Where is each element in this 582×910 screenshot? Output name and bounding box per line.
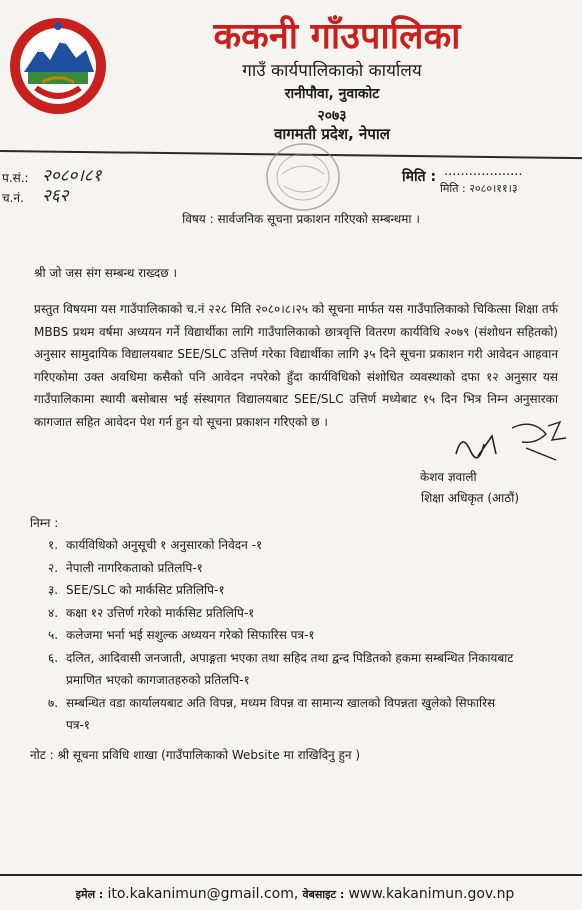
list-item-number: ६. [48,650,59,665]
established-year: २०७३ [317,108,347,124]
letter-body: प्रस्तुत विषयमा यस गाउँपालिकाको च.नं २२८ मिति २०८०।८।२५ को सूचना मार्फत यस गाउँपालिकाको चिकित्सा शिक्षा तर्फ MBBS प्रथम वर्षमा अध्ययन गर्ने विद्यार्थीका लागि गाउँपालिकाको छात्रवृत्ति वितरण कार्यविधि २०७९ (संशोधन सहितको) अनुसार सामुदायिक विद्यालयबाट SEE/SLC उत्तिर्ण गरेका विद्यार्थीका लागि ३५ दिने सूचना प्रकाशन गरी आवेदन आहवान गरिएकोमा उक्त अवधिमा कसैको पनि आवेदन नपरेको हुँदा कार्यविधिको संशोधित व्यवस्थाको दफा १२ अनुसार यस गाउँपालिकामा स्थायी बसोबास भई संस्थागत विद्यालयबाट SEE/SLC उत्तिर्ण मध्येबाट १५ दिन भित्र निम्न अनुसारका कागजात सहित आवेदन पेश गर्न हुन यो सूचना प्रकाशन गरिएको छ । [34,302,558,429]
note-line: नोट : श्री सूचना प्रविधि शाखा (गाउँपालिकाको Website मा राखिदिनु हुन ) [30,748,361,762]
website-label: वेबसाइट : [302,888,345,901]
list-item-number: १. [48,538,59,552]
reference-number-value: २०८०।८१ [42,166,102,186]
list-item-number: ५. [48,628,59,642]
date-stamp: मिति : २०८०।११।३ [440,182,518,195]
signatory-name: केशव ज्ञवाली [420,470,477,484]
office-stamp [262,138,344,216]
dispatch-number-value: २६२ [42,186,69,206]
date-blank: ................... [444,164,523,179]
list-item-text: कार्यविधिको अनुसूची १ अनुसारको निवेदन -१ [66,538,263,552]
salutation: श्री जो जस संग सम्बन्ध राख्दछ । [34,266,178,280]
email-link[interactable]: ito.kakanimun@gmail.com, [107,886,299,902]
signatory-title: शिक्षा अधिकृत (आठौं) [421,491,520,505]
list-item-text: कक्षा १२ उत्तिर्ण गरेको मार्कसिट प्रतिलिपि-१ [66,605,255,620]
email-label: इमेल : [75,888,104,901]
office-address: रानीपौवा, नुवाकोट [284,86,380,102]
reference-number-label: प.सं.: [2,171,29,185]
requirements-list [48,534,518,737]
list-item-number: ४. [48,605,59,620]
list-item-number: २. [48,560,59,575]
list-item [48,579,518,602]
date-label: मिति : [402,169,437,185]
list-item-text: सम्बन्धित वडा कार्यालयबाट अति विपन्न, मध्यम विपन्न वा सामान्य खालको विपन्नता खुलेको सिफारिस पत्र-१ [66,695,496,732]
list-item [48,692,518,737]
office-name: गाउँ कार्यपालिकाको कार्यालय [242,61,422,81]
province-name: वागमती प्रदेश, नेपाल [274,125,390,143]
list-item-number: ७. [48,695,59,710]
requirements-heading: निम्न : [30,516,59,530]
dispatch-number-label: च.नं. [2,191,24,205]
list-item [48,624,518,647]
list-item-text: SEE/SLC को मार्कसिट प्रतिलिपि-१ [66,583,225,597]
list-item [48,534,518,557]
list-item [48,602,518,625]
list-item-text: कलेजमा भर्ना भई सशुल्क अध्ययन गरेको सिफारिस पत्र-१ [66,628,315,642]
website-link[interactable]: www.kakanimun.gov.np [348,886,515,902]
handwritten-signature [448,414,574,470]
list-item [48,647,518,692]
list-item-text: दलित, आदिवासी जनजाती, अपाङ्गता भएका तथा सहिद तथा द्वन्द पिडितको हकमा सम्बन्धित निकायबाट प्रमाणित भएको कागजातहरुको प्रतिलपि-१ [66,650,514,687]
list-item [48,557,518,580]
footer-contact [0,886,582,902]
letter-subject: विषय : सार्वजनिक सूचना प्रकाशन गरिएको सम्बन्धमा । [182,212,420,226]
footer-divider [0,874,582,876]
list-item-number: ३. [48,583,59,597]
list-item-text: नेपाली नागरिकताको प्रतिलपि-१ [66,560,203,575]
municipality-title: ककनी गाँउपालिका [213,16,461,57]
